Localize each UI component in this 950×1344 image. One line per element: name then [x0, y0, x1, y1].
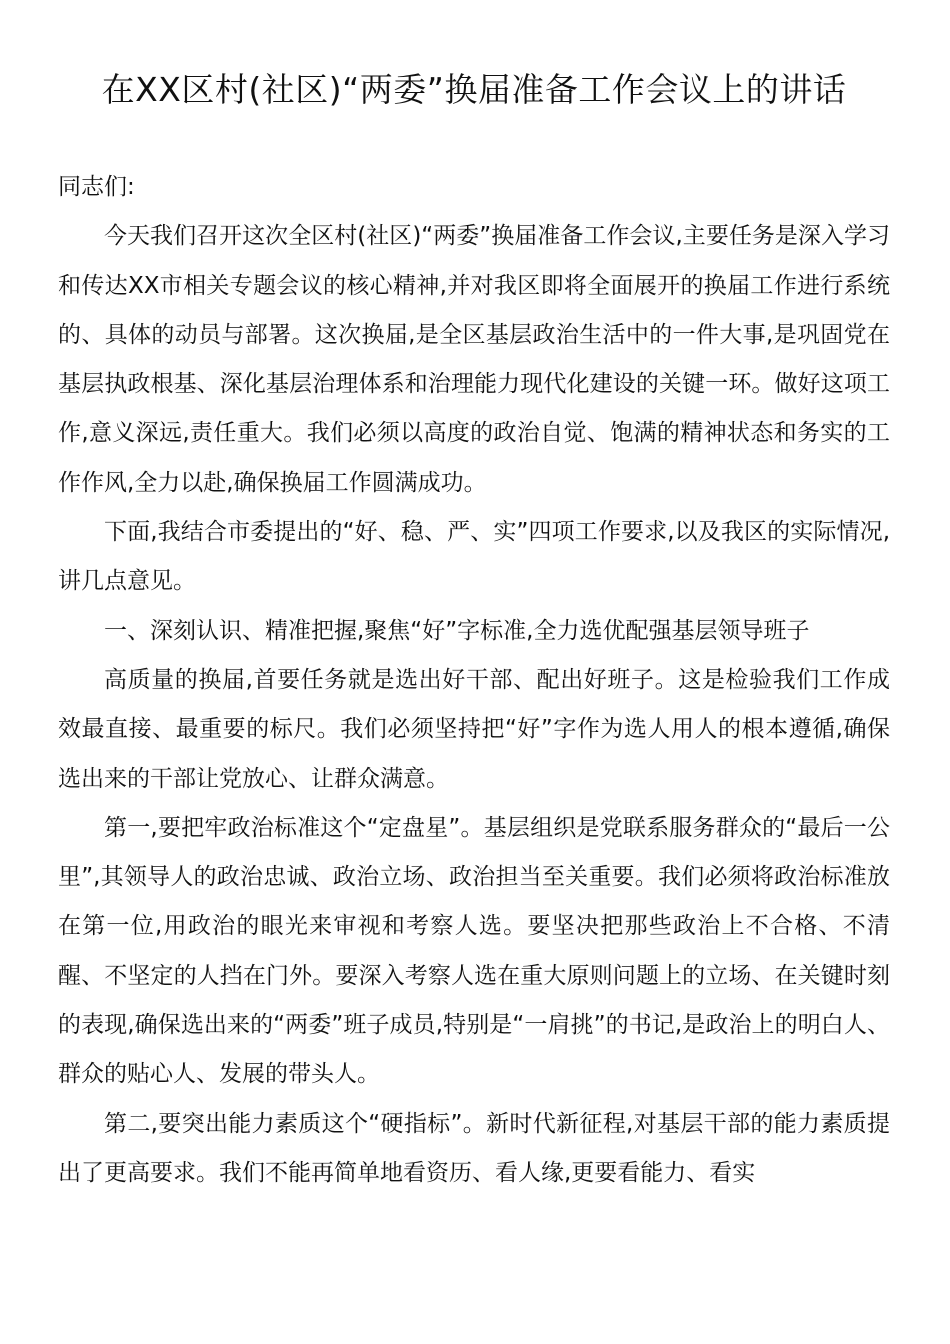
section-heading-1: 一、深刻认识、精准把握,聚焦“好”字标准,全力选优配强基层领导班子: [104, 617, 810, 644]
document-body: [58, 163, 890, 1198]
document-title: 在XX区村(社区)“两委”换届准备工作会议上的讲话: [101, 70, 847, 109]
paragraph-section-1-intro: 高质量的换届,首要任务就是选出好干部、配出好班子。这是检验我们工作成效最直接、最重要的标尺。我们必须坚持把“好”字作为选人用人的根本遵循,确保选出来的干部让党放心、让群众满意。: [58, 666, 890, 792]
salutation: 同志们:: [58, 174, 135, 200]
paragraph-outline: 下面,我结合市委提出的“好、稳、严、实”四项工作要求,以及我区的实际情况,讲几点意见。: [58, 519, 890, 595]
paragraph-intro: 今天我们召开这次全区村(社区)“两委”换届准备工作会议,主要任务是深入学习和传达XX市相关专题会议的核心精神,并对我区即将全面展开的换届工作进行系统的、具体的动员与部署。这次换届,是全区基层政治生活中的一件大事,是巩固党在基层执政根基、深化基层治理体系和治理能力现代化建设的关键一环。做好这项工作,意义深远,责任重大。我们必须以高度的政治自觉、饱满的精神状态和务实的工作作风,全力以赴,确保换届工作圆满成功。: [58, 223, 890, 496]
paragraph-point-2: 第二,要突出能力素质这个“硬指标”。新时代新征程,对基层干部的能力素质提出了更高要求。我们不能再简单地看资历、看人缘,更要看能力、看实: [58, 1110, 890, 1186]
paragraph-point-1: 第一,要把牢政治标准这个“定盘星”。基层组织是党联系服务群众的“最后一公里”,其领导人的政治忠诚、政治立场、政治担当至关重要。我们必须将政治标准放在第一位,用政治的眼光来审视和考察人选。要坚决把那些政治上不合格、不清醒、不坚定的人挡在门外。要深入考察人选在重大原则问题上的立场、在关键时刻的表现,确保选出来的“两委”班子成员,特别是“一肩挑”的书记,是政治上的明白人、群众的贴心人、发展的带头人。: [58, 814, 890, 1088]
